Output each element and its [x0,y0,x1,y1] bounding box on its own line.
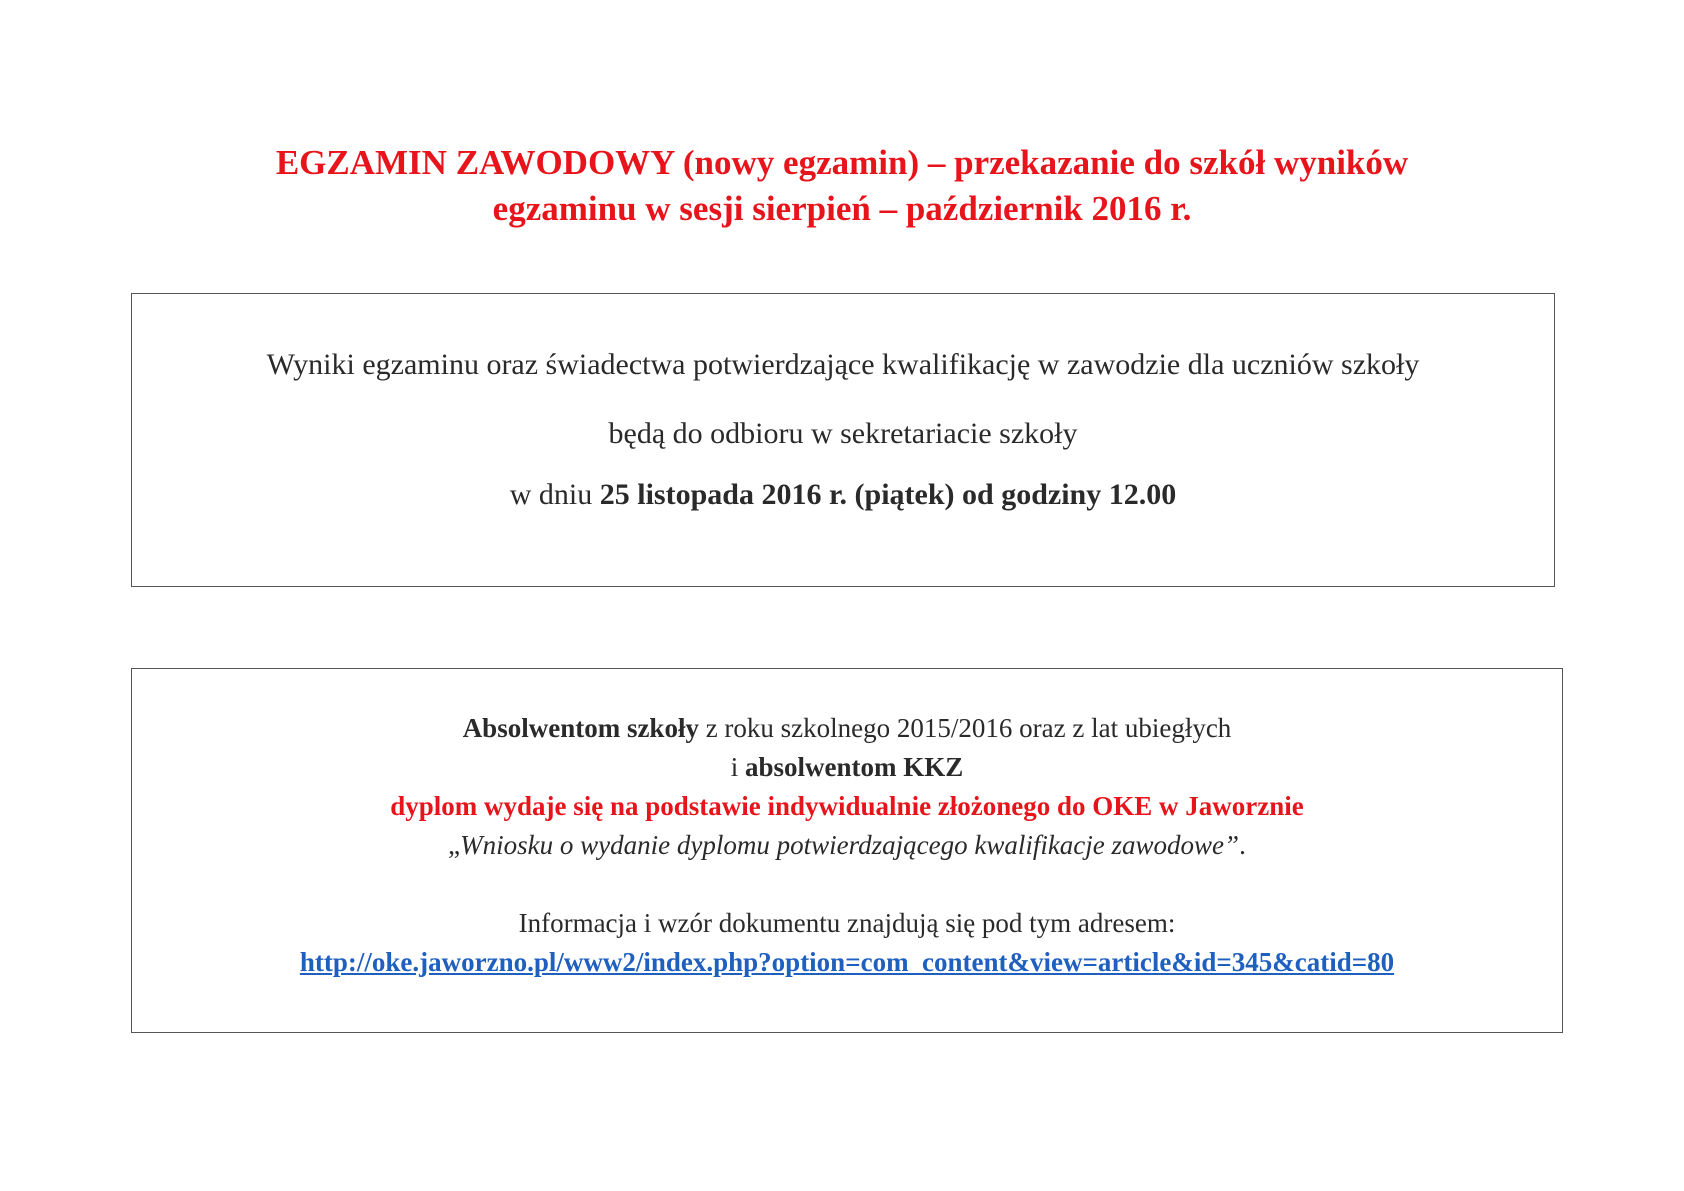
kkz-graduates: absolwentom KKZ [744,752,964,782]
results-line-1: Wyniki egzaminu oraz świadectwa potwierdzające kwalifikację w zawodzie dla uczniów szkoły [266,348,1420,381]
application-name: Wniosku o wydanie dyplomu potwierdzającego kwalifikacje zawodowe” [460,830,1240,860]
results-date-value: 25 listopada 2016 r. (piątek) od godziny 12.00 [599,478,1177,511]
spacer [132,865,1562,904]
application-open-quote: „ [448,830,461,860]
graduates-line-2 [132,748,1562,787]
graduates-info-box [131,668,1563,1033]
graduates-line-2-prefix: i [730,752,745,782]
results-line-2: będą do odbioru w sekretariacie szkoły [608,417,1078,450]
results-date-prefix: w dniu [509,478,600,511]
diploma-notice: dyplom wydaje się na podstawie indywidualnie złożonego do OKE w Jaworznie [390,791,1304,821]
title-line-2: egzaminu w sesji sierpień – październik 2016 r. [492,189,1192,228]
application-name-line [132,826,1562,865]
oke-document-link[interactable]: http://oke.jaworzno.pl/www2/index.php?option=com_content&view=article&id=345&catid=80 [299,947,1395,977]
link-line [132,943,1562,982]
application-end: . [1239,830,1246,860]
graduates-line-1-rest: z roku szkolnego 2015/2016 oraz z lat ubiegłych [698,713,1232,743]
graduates-heading: Absolwentom szkoły [462,713,699,743]
info-line: Informacja i wzór dokumentu znajdują się pod tym adresem: [518,908,1176,938]
graduates-line-1 [132,709,1562,748]
graduates-text-block [132,709,1562,982]
title-line-1: EGZAMIN ZAWODOWY (nowy egzamin) – przekazanie do szkół wyników [275,143,1409,182]
page-title [0,140,1684,232]
results-date-line [132,478,1554,512]
results-info-box [131,293,1555,587]
